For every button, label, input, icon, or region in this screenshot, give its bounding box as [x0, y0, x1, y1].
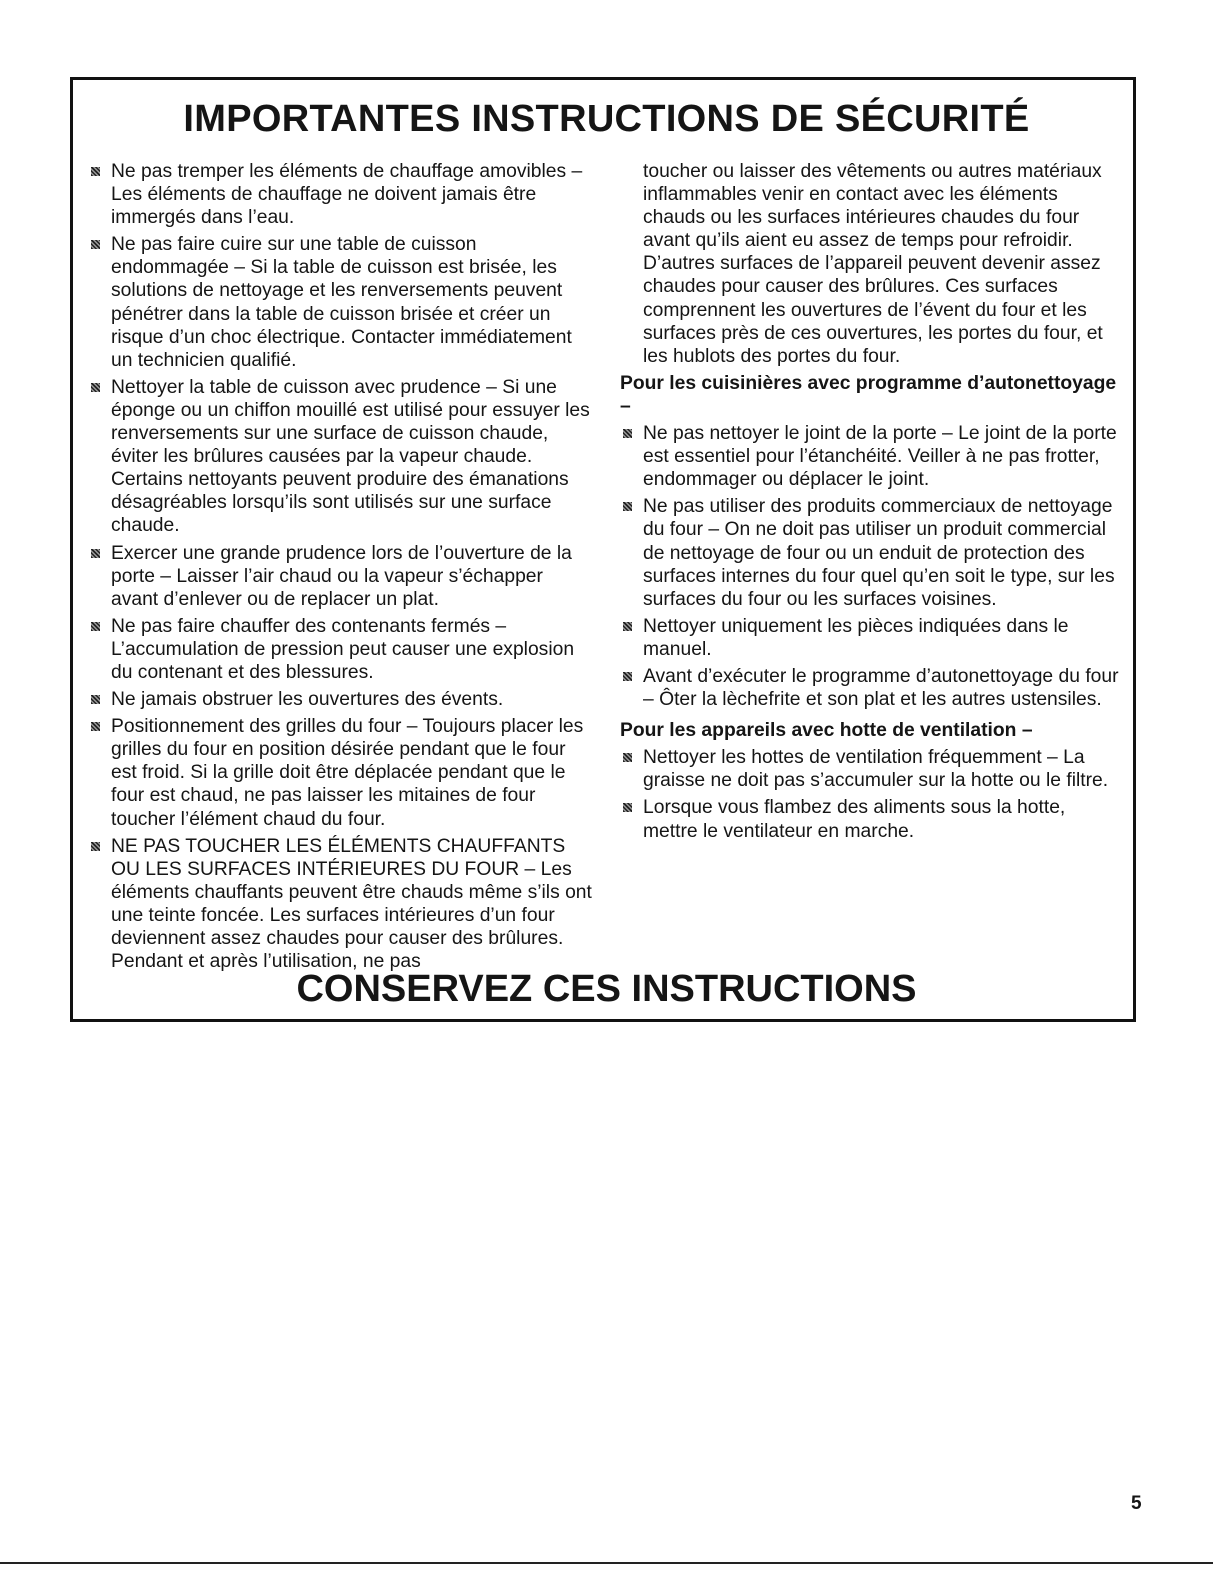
list-item — [620, 746, 1125, 792]
list-item-text: Lorsque vous flambez des aliments sous la hotte, mettre le ventilateur en marche. — [643, 797, 1066, 842]
list-item-text: Ne pas nettoyer le joint de la porte – Le joint de la porte est essentiel pour l’étanchéité. Veiller à ne pas frotter, endommager ou déplacer le joint. — [643, 423, 1117, 491]
square-bullet-icon — [91, 549, 100, 558]
subhead-hood: Pour les appareils avec hotte de ventilation – — [620, 720, 1033, 742]
list-item-text: Ne pas tremper les éléments de chauffage amovibles – Les éléments de chauffage ne doivent jamais être immergés dans l’eau. — [111, 161, 583, 229]
right-column — [620, 160, 1125, 847]
left-column — [88, 160, 593, 977]
square-bullet-icon — [623, 502, 632, 511]
list-item — [88, 835, 593, 974]
list-item-text: Nettoyer les hottes de ventilation fréquemment – La graisse ne doit pas s’accumuler sur la hotte ou le filtre. — [643, 747, 1109, 792]
bottom-rule — [0, 1562, 1213, 1564]
square-bullet-icon — [623, 803, 632, 812]
list-item-text: Ne pas utiliser des produits commerciaux de nettoyage du four – On ne doit pas utiliser un produit commercial de nettoyage de four ou un enduit de protection des surfaces internes du four quel qu’en soit le type, sur les surfaces du four ou les surfaces voisines. — [643, 496, 1115, 610]
list-item-text: Ne jamais obstruer les ouvertures des évents. — [111, 689, 504, 711]
self-clean-list — [620, 422, 1125, 711]
square-bullet-icon — [91, 842, 100, 851]
safety-list-left — [88, 160, 593, 973]
list-item-text: Exercer une grande prudence lors de l’ouverture de la porte – Laisser l’air chaud ou la vapeur s’échapper avant d’enlever ou de replacer un plat. — [111, 542, 572, 610]
square-bullet-icon — [623, 622, 632, 631]
safety-title: IMPORTANTES INSTRUCTIONS DE SÉCURITÉ — [183, 98, 1030, 140]
square-bullet-icon — [623, 672, 632, 681]
square-bullet-icon — [91, 383, 100, 392]
list-item-text: Ne pas faire cuire sur une table de cuisson endommagée – Si la table de cuisson est brisée, les solutions de nettoyage et les renversements peuvent pénétrer dans la table de cuisson brisée et créer un risque d’un choc électrique. Contacter immédiatement un technicien qualifié. — [111, 234, 572, 371]
list-item — [620, 495, 1125, 610]
hood-list — [620, 746, 1125, 842]
save-instructions-title: CONSERVEZ CES INSTRUCTIONS — [296, 968, 917, 1010]
list-item-text: Nettoyer uniquement les pièces indiquées dans le manuel. — [643, 615, 1069, 660]
list-item-text: Avant d’exécuter le programme d’autonettoyage du four – Ôter la lèchefrite et son plat et les autres ustensiles. — [643, 665, 1119, 711]
list-item — [620, 796, 1125, 842]
square-bullet-icon — [623, 429, 632, 438]
square-bullet-icon — [91, 722, 100, 731]
list-item — [88, 233, 593, 372]
square-bullet-icon — [91, 695, 100, 704]
list-item — [620, 665, 1125, 711]
list-item — [88, 615, 593, 684]
list-item — [88, 542, 593, 611]
subhead-self-clean: Pour les cuisinières avec programme d’autonettoyage – — [620, 372, 1117, 417]
list-item — [88, 376, 593, 538]
list-item-text: Positionnement des grilles du four – Toujours placer les grilles du four en position désirée pendant que le four est froid. Si la grille doit être déplacée pendant que le four est chaud, ne pas laisser les mitaines de four toucher l’élément chaud du four. — [111, 716, 584, 830]
list-item-text: Ne pas faire chauffer des contenants fermés – L’accumulation de pression peut causer une explosion du contenant et des blessures. — [111, 615, 575, 683]
list-item-text: Nettoyer la table de cuisson avec prudence – Si une éponge ou un chiffon mouillé est utilisé pour essuyer les renversements sur une surface de cuisson chaude, éviter les brûlures causées par la vapeur chaude. Certains nettoyants peuvent produire des émanations désagréables lorsqu’ils sont utilisés sur une surface chaude. — [111, 376, 590, 537]
page-number: 5 — [1131, 1493, 1142, 1514]
square-bullet-icon — [91, 622, 100, 631]
list-item — [88, 688, 593, 711]
list-item-text: NE PAS TOUCHER LES ÉLÉMENTS CHAUFFANTS OU LES SURFACES INTÉRIEURES DU FOUR – Les éléments chauffants peuvent être chauds même s’ils ont une teinte foncée. Les surfaces intérieures d’un four deviennent assez chaudes pour causer des brûlures. Pendant et après l’utilisation, ne pas — [111, 835, 592, 973]
continued-paragraph: toucher ou laisser des vêtements ou autres matériaux inflammables venir en contact avec les éléments chauds ou les surfaces intérieures chaudes du four avant qu’ils aient eu assez de temps pour refroidir. D’autres surfaces de l’appareil peuvent devenir assez chaudes pour causer des brûlures. Ces surfaces comprennent les ouvertures de l’évent du four et les surfaces près de ces ouvertures, les portes du four, et les hublots des portes du four. — [643, 161, 1103, 367]
list-item — [88, 715, 593, 830]
list-item — [620, 615, 1125, 661]
list-item — [620, 422, 1125, 491]
square-bullet-icon — [91, 240, 100, 249]
list-item — [88, 160, 593, 229]
square-bullet-icon — [91, 167, 100, 176]
square-bullet-icon — [623, 753, 632, 762]
